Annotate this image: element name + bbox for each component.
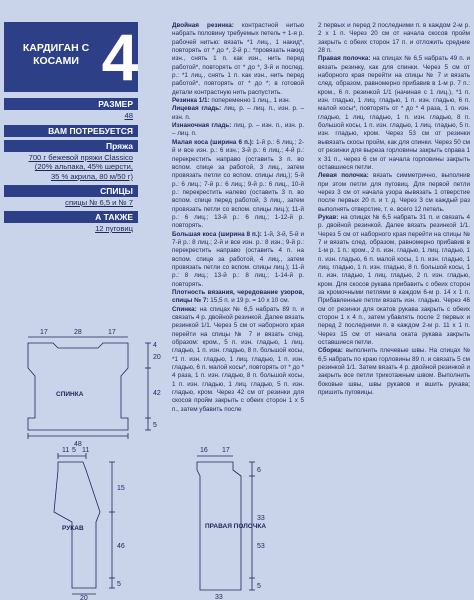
front-dim: 53	[257, 543, 265, 550]
yarn-value: 700 г бежевой пряжи Classico (20% альпака, 45% шерсти, 35 % акрила, 80 м/50 г)	[28, 153, 133, 181]
paragraph: Резинка 1/1: попеременно 1 лиц., 1 изн.	[172, 97, 291, 105]
paragraph: Сборка: выполнить плечевые швы. На спицах № 6,5 набрать по краю горловины 89 п. и связать 5 см резинкой 1/1. Затем вязать 4 р. двойной резинкой и закрыть все петли трикотажным швом. Выполнить боковые швы, швы рукавов и вшить рукава; пришить пуговицы.	[318, 347, 470, 397]
paragraph: Лицевая гладь: лиц. р. – лиц. п., изн. р. – изн. п.	[172, 105, 304, 121]
sleeve-top-dim: 11	[82, 447, 90, 454]
front-label	[205, 523, 266, 530]
sleeve-dim: 15	[117, 485, 125, 492]
yarn-heading: Пряжа	[4, 140, 138, 152]
front-top-dim: 17	[222, 447, 230, 454]
sleeve-label: РУКАВ	[62, 525, 84, 532]
front-dim: 6	[257, 467, 261, 474]
back-label: СПИНКА	[56, 391, 84, 398]
back-dim: 42	[153, 390, 161, 397]
materials-heading: ВАМ ПОТРЕБУЕТСЯ	[4, 125, 138, 137]
back-dim: 5	[153, 422, 157, 429]
sleeve-top-dim: 5	[72, 447, 76, 454]
back-dim: 4	[153, 342, 157, 349]
back-top-dim: 28	[74, 329, 82, 336]
needles-value: спицы № 6,5 и № 7	[65, 198, 133, 207]
page-title: КАРДИГАН С КОСАМИ	[22, 42, 90, 67]
back-width: 48	[74, 441, 82, 448]
paragraph: Большая коса (ширина 8 п.): 1-й, 3-й, 5-й и 7-й р.: 8 лиц.; 2-й и все изн. р.: 8 изн.; 9-й р.: перекрестить направо (оставить 4 п. на вспом. спице за работой, 4 лиц., затем провязать петли со вспом. спицы лиц.); 11-й р.: 8 лиц.; 13-й р.: 8 лиц.; 1-14-й р. повторять.	[172, 230, 304, 288]
front-dim: 33	[257, 515, 265, 522]
front-dim: 5	[257, 583, 261, 590]
size-heading: РАЗМЕР	[4, 98, 138, 110]
also-heading: А ТАКЖЕ	[4, 211, 138, 223]
back-top-dim: 17	[108, 329, 116, 336]
paragraph: Левая полочка: вязать симметрично, выполнив при этом петли для пуговиц. Для первой петли через 3 см от начала узора вывязать 1 отверстие после первых 20 п. и т. д. Через 3 см каждый раз выполнять отверстие, т. е. всего 12 петель.	[318, 172, 470, 213]
pattern-number: 4	[101, 20, 139, 94]
back-top-dim: 17	[40, 329, 48, 336]
sleeve-top-dim: 11	[62, 447, 70, 454]
front-width: 33	[215, 594, 223, 600]
paragraph: Малая коса (ширина 6 п.): 1-й р.: 6 лиц.; 2-й и все изн. р.: 6 изн.; 3-й р.: 6 лиц.; 4-й р.: перекрестить направо (оставить 3 п. во вспом. спице за работой, 3 лиц., затем провязать петли со вспом. спицы лиц.); 5-й р.: 6 лиц.; 7-й р.: 6 лиц.; 9-й р.: 6 лиц., 10-й р.: перекрестить налево (оставить 3 п. во вспом. спице перед работой, 3 лиц., затем провязать петли со вспом. спицы лиц.); 11-й р.: 6 лиц.; 13-й р.: 6 лиц.; 1-12-й р. повторять.	[172, 138, 304, 230]
needles-heading: СПИЦЫ	[4, 185, 138, 197]
paragraph: Изнаночная гладь: лиц. р. – изн. п., изн. р. – лиц. п.	[172, 122, 304, 138]
sleeve-dim: 46	[117, 543, 125, 550]
front-label-line: ПРАВАЯ ПОЛОЧКА	[205, 523, 267, 530]
sleeve-dim: 5	[117, 581, 121, 588]
sleeve-width: 20	[80, 595, 88, 600]
paragraph: Плотность вязания, чередование узоров, спицы № 7: 15,5 п. и 19 р. = 10 х 10 см.	[172, 289, 304, 305]
paragraph: Двойная резинка: контрастной нитью набрать половину требуемых петель + 1-я р. рабочей нитью: вязать *1 лиц., 1 накид*, повторять от * до *, 2-й р.: *провязать накид изн., снять 1 п. как изн., нить перед работой*, повторять от * до *, 3-й и послед. р.: *1 лиц., снять 1 п. как изн., нить перед работой*, повторять от * до *; в готовой детали контрастную нить распустить.	[172, 22, 304, 96]
back-outline	[28, 343, 128, 430]
back-dim: 20	[153, 354, 161, 361]
size-value: 48	[124, 111, 133, 120]
paragraph: Правая полочка: на спицах № 6,5 набрать 49 п. и вязать резинку, как для спинки. Через 5 см от наборного края перейти на спицы № 7 и вязать след. образом, равномерно прибавив в 1-м р. 7 п.: кром., 6 п. резинкой 1/1 (начиная с 1 лиц.), *1 п. изн. гладью, 1 лиц. гладью, 1 п. изн. гладью, 6 п. малой косы*, повторять от * до * 4 раза, 1 п. изн. гладью, 1 лиц. гладью, 1 п. изн. гладью, 8 п. большой косы, 1 п. изн. гладью, 1 лиц. гладью, 5 п. изн. гладью, кром. Через 53 см от резинки вывязать скосы пройм, как для спинки. Через 50 см от резинки для выреза горловины закрыть справа 1 х 31 п., через 6 см от начала горловины закрыть оставшиеся петли.	[318, 55, 470, 171]
paragraph: 2 первых и перед 2 последними п. в каждом 2-м р. 2 х 1 п. Через 20 см от начала скосов пройм закрыть с обеих сторон 17 п. и отложить средние 28 п.	[318, 22, 470, 55]
front-top-dim: 16	[200, 447, 208, 454]
paragraph: Рукав: на спицах № 6,5 набрать 31 п. и связать 4 р. двойной резинкой. Далее вязать резинкой 1/1. Через 5 см от наборного края перейти на спицы № 7 и вязать след. образом, равномерно прибавив в 1-м р. 1 п.: кром., 2 п. изн. гладью, 1 лиц. гладью, 1 п. изн. гладью, 6 п. малой косы, 1 п. изн. гладью, 1 лиц. гладью, 1 п. изн. гладью, 8 п. большой косы, 1 п. изн. гладью, 1 лиц. гладью, 2 п. изн. гладью, кром. Для скосов рукава прибавить с обеих сторон за кромочными петлями в каждом 6-м р. 14 х 1 п. Прибавленные петли вязать изн. гладью. Через 46 см от резинки для окатов рукава закрыть с обеих сторон 1 х 4 п., затем убавлять после 2 первых и перед 2 последними п. в каждом 2-м р. 11 х 1 п. Через 15 см от начала оката рукава закрыть оставшиеся петли.	[318, 213, 470, 347]
paragraph: Спинка: на спицах № 6,5 набрать 89 п. и связать 4 р. двойной резинкой. Далее вязать резинкой 1/1. Через 5 см от наборного края перейти на спицы № 7 и вязать след. образом: кром., 5 п. изн. гладью, 1 лиц. гладью, 1 п. изн. гладью, 8 п. большой косы, *1 п. изн. гладью, 1 лиц. гладью, 1 п. изн. гладью, 6 п. малой косы*, повторять от * до * 4 раза, 1 п. изн. гладью, 8 п. большой косы, 1 п. изн. гладью, 1 лиц. гладью, 5 п. изн. гладью, кром. Через 42 см от резинки для скосов пройм закрыть с обеих сторон 1 х 5 п., затем убавить после	[172, 305, 304, 413]
also-value: 12 пуговиц	[95, 224, 133, 233]
